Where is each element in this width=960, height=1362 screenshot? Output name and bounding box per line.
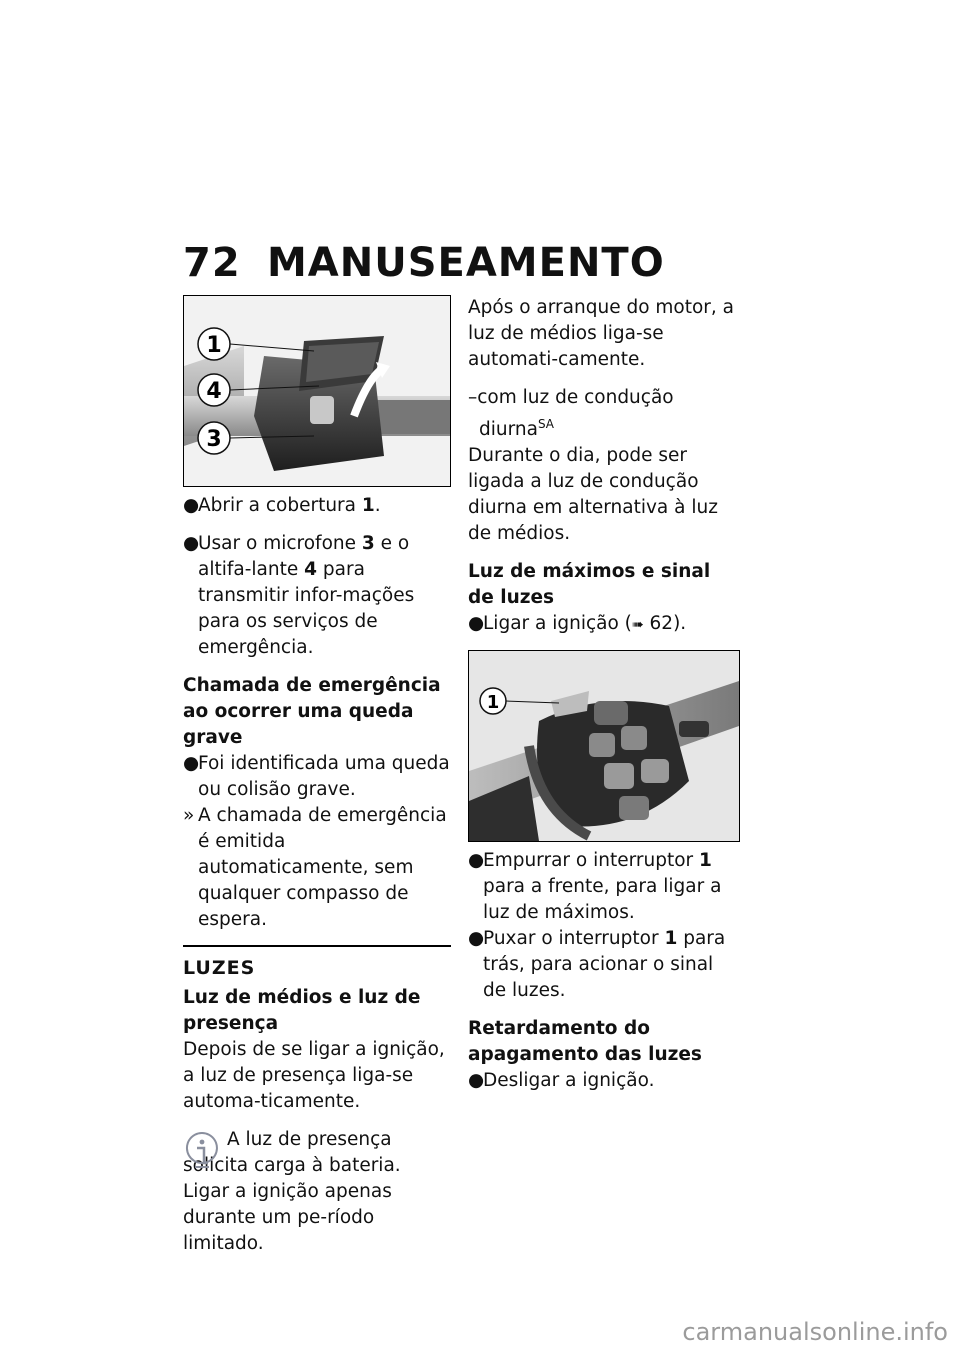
callout-1: 1 <box>206 333 222 358</box>
figure-sos-button <box>183 295 451 487</box>
dash-item: –com luz de condução diurna$^{SA}$ <box>468 387 674 441</box>
info-note <box>183 1127 451 1257</box>
paragraph: Após o arranque do motor, a luz de médios liga-se automati-camente. <box>468 297 735 370</box>
page-ref-arrow-icon: ➠ <box>631 617 644 634</box>
watermark: carmanualsonline.info <box>682 1318 948 1346</box>
left-column <box>183 295 451 1269</box>
note-text: A luz de presença solicita carga à bateria. Ligar a ignição apenas durante um pe-ríodo limitado. <box>183 1129 401 1254</box>
figure-high-beam-switch <box>468 650 740 842</box>
list-item: ● Empurrar o interruptor 1 para a frente, para ligar a luz de máximos. <box>468 850 722 924</box>
heading-low-beam: Luz de médios e luz de presença <box>183 987 421 1034</box>
page-ref-link[interactable]: 62 <box>649 613 674 635</box>
page-number: 72 <box>183 240 241 286</box>
list-item: ● Usar o microfone 3 e o altifa-lante 4 para transmitir infor-mações para os serviços de emergência. <box>183 533 415 658</box>
page-header <box>183 240 665 286</box>
heading-high-beam: Luz de máximos e sinal de luzes <box>468 561 711 609</box>
callout-1: 1 <box>486 692 500 714</box>
list-item: ● Puxar o interruptor 1 para trás, para acionar o sinal de luzes. <box>468 928 726 1002</box>
page-title: MANUSEAMENTO <box>267 240 665 286</box>
sos-handlebar-illustration <box>184 296 450 486</box>
list-item: ● Ligar a ignição (➠ 62). <box>468 613 687 635</box>
info-icon <box>183 1131 221 1175</box>
section-title: LUZES <box>183 957 256 979</box>
right-column <box>468 295 740 1106</box>
heading-emergency-call: Chamada de emergência ao ocorrer uma queda grave <box>183 675 441 748</box>
list-item: ● Desligar a ignição. <box>468 1070 655 1092</box>
section-divider <box>183 945 451 947</box>
list-item: » A chamada de emergência é emitida automaticamente, sem qualquer compasso de espera. <box>183 805 447 930</box>
paragraph: Durante o dia, pode ser ligada a luz de condução diurna em alternativa à luz de médios. <box>468 445 718 545</box>
list-item: ● Foi identificada uma queda ou colisão grave. <box>183 753 450 800</box>
paragraph: Depois de se ligar a ignição, a luz de presença liga-se automa-ticamente. <box>183 1039 445 1112</box>
heading-light-delay: Retardamento do apagamento das luzes <box>468 1018 702 1066</box>
switch-cluster-illustration <box>469 651 739 841</box>
list-item: ● Abrir a cobertura 1. <box>183 495 381 516</box>
callout-4: 4 <box>206 379 222 404</box>
callout-3: 3 <box>206 427 222 452</box>
